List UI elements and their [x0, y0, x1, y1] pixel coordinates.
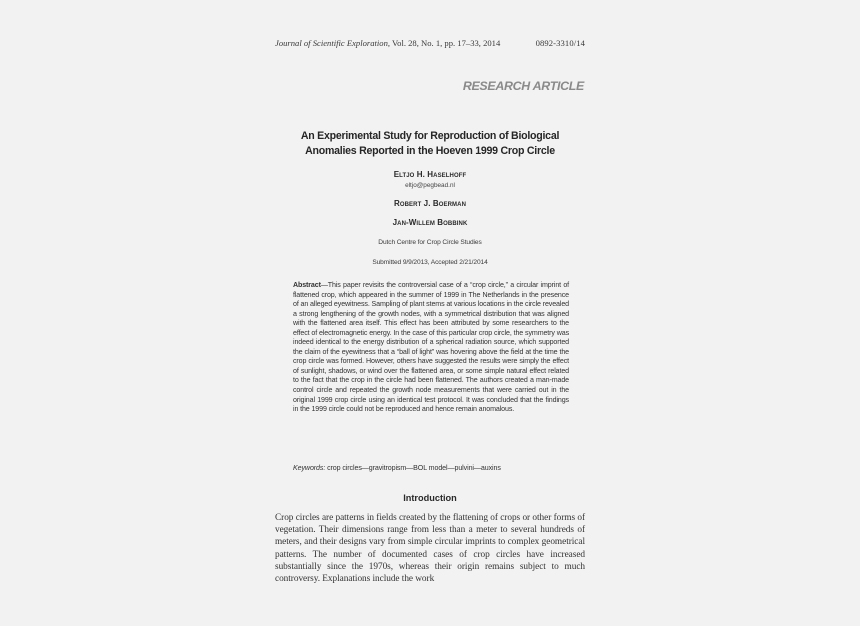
article-type-label: RESEARCH ARTICLE	[462, 79, 584, 93]
abstract-text: —This paper revisits the controversial case of a “crop circle,” a circular imprint of flattened crop, which appeared in the summer of 1999 in The Netherlands in the presence of an alleged eyewitness. Sampling of plant stems at various locations in the circle revealed a strong lengthening of the growth nodes, with a symmetrical distribution that was aligned with the flattened area itself. This effect has been attributed by some researchers to the effect of electromagnetic energy. In the case of this particular crop circle, the symmetry was indeed identical to the energy distribution of a spherical radiation source, which supported the claim of the eyewitness that a “ball of light” was hovering above the field at the time the crop circle was formed. However, others have suggested the results were simply the effect of sunlight, shadows, or wind over the flattened area, or some simple natural effect related to the fact that the crop in the circle had been flattened. The authors created a man-made control circle and repeated the growth node measurements that were carried out in the original 1999 crop circle using an identical test protocol. It was concluded that the findings in the 1999 circle could not be reproduced and hence remain anomalous.	[293, 281, 569, 414]
keywords	[293, 464, 569, 472]
keywords-label: Keywords:	[293, 464, 326, 472]
introduction-paragraph: Crop circles are patterns in fields created by the flattening of crops or other forms of vegetation. Their dimensions range from less than a meter to several hundreds of meters, and their designs vary from simple circular imprints to complex geometrical patterns. The number of documented cases of crop circles have increased substantially since the 1970s, whereas their origin remains subject to much controversy. Explanations include the work	[275, 513, 585, 585]
issn: 0892-3310/14	[535, 38, 585, 48]
abstract	[293, 281, 569, 415]
abstract-lead: Abstract	[293, 281, 321, 289]
submission-dates: Submitted 9/9/2013, Accepted 2/21/2014	[372, 259, 488, 266]
journal-name: Journal of Scientific Exploration	[275, 38, 388, 48]
running-head	[275, 38, 585, 48]
author-1: Eltjo H. Haselhoff	[393, 170, 467, 179]
paper-title-line-1: An Experimental Study for Reproduction of Biological	[300, 130, 560, 142]
affiliation: Dutch Centre for Crop Circle Studies	[378, 239, 482, 246]
paper-title	[275, 129, 585, 158]
journal-details: , Vol. 28, No. 1, pp. 17–33, 2014	[387, 38, 501, 48]
paper-title-line-2: Anomalies Reported in the Hoeven 1999 Crop Circle	[305, 144, 555, 157]
author-1-email: eltjo@pegbead.nl	[405, 182, 455, 189]
author-2: Robert J. Boerman	[393, 199, 467, 208]
introduction-heading: Introduction	[403, 493, 457, 503]
keywords-text: crop circles—gravitropism—BOL model—pulvini—auxins	[325, 464, 501, 472]
journal-citation	[275, 38, 500, 48]
author-3: Jan-Willem Bobbink	[392, 218, 468, 227]
